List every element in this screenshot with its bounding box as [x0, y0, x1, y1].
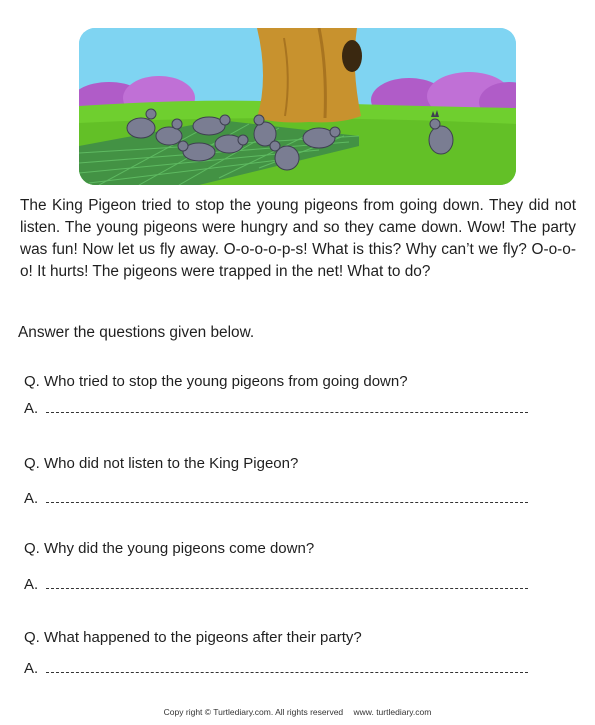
answer-line-3[interactable]: [46, 588, 528, 589]
question-3: Q. Why did the young pigeons come down?: [24, 540, 315, 557]
answer-label: A.: [24, 400, 39, 417]
answer-2: [24, 490, 38, 507]
answer-3: [24, 576, 38, 593]
footer: [0, 707, 595, 717]
answer-label: A.: [24, 576, 39, 593]
story-passage: The King Pigeon tried to stop the young pigeons from going down. They did not listen. The young pigeons were hungry and so they came down. Wow! The party was fun! Now let us fly away. O-o-o-o-p-s! What is this? Why can’t we fly? O-o-o-o! It hurts! The pigeons were trapped in the net! What to do?: [20, 197, 576, 280]
answer-label: A.: [24, 660, 39, 677]
question-4: Q. What happened to the pigeons after their party?: [24, 629, 362, 646]
answer-line-1[interactable]: [46, 412, 528, 413]
story-illustration: [79, 28, 516, 185]
answer-line-4[interactable]: [46, 672, 528, 673]
answer-4: [24, 660, 38, 677]
copyright-text: Copy right © Turtlediary.com. All rights reserved: [163, 707, 344, 717]
site-link[interactable]: www. turtlediary.com: [353, 707, 432, 717]
answer-line-2[interactable]: [46, 502, 528, 503]
question-2: Q. Who did not listen to the King Pigeon?: [24, 455, 299, 472]
answer-1: [24, 400, 38, 417]
question-1: Q. Who tried to stop the young pigeons from going down?: [24, 373, 408, 390]
instruction-text: Answer the questions given below.: [18, 324, 255, 341]
answer-label: A.: [24, 490, 39, 507]
